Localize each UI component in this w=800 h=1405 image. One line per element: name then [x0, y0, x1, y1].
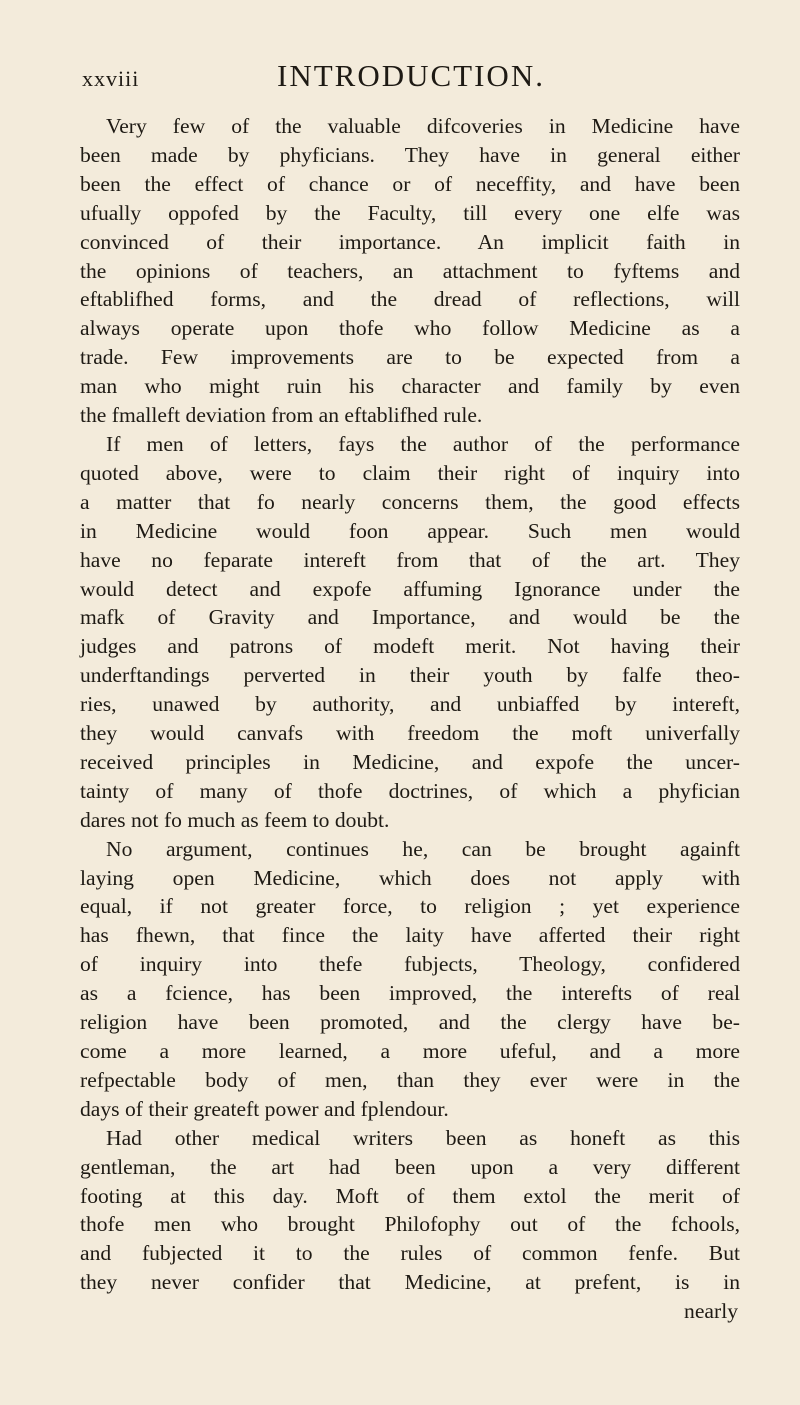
- text-line: ries, unawed by authority, and unbiaffed by intereft,: [80, 692, 740, 717]
- text-line: quoted above, were to claim their right of inquiry into: [80, 460, 740, 485]
- text-line: laying open Medicine, which does not apply with: [80, 865, 740, 890]
- text-line: received principles in Medicine, and expofe the uncer-: [80, 749, 740, 774]
- text-line: gentleman, the art had been upon a very different: [80, 1154, 740, 1179]
- text-line: and fubjected it to the rules of common fenfe. But: [80, 1241, 740, 1266]
- text-line: religion have been promoted, and the clergy have be-: [80, 1010, 740, 1035]
- text-line: convinced of their importance. An implicit faith in: [80, 229, 740, 254]
- text-line: have no feparate intereft from that of the art. They: [80, 547, 740, 572]
- text-line: Had other medical writers been as honeft as this: [106, 1125, 740, 1150]
- text-line: a matter that fo nearly concerns them, the good effects: [80, 489, 740, 514]
- text-line: judges and patrons of modeft merit. Not having their: [80, 634, 740, 659]
- text-line: footing at this day. Moft of them extol the merit of: [80, 1183, 740, 1208]
- text-line: of inquiry into thefe fubjects, Theology, confidered: [80, 952, 740, 977]
- running-head: INTRODUCTION.: [277, 58, 545, 93]
- text-line: in Medicine would foon appear. Such men would: [80, 518, 740, 543]
- text-line: underftandings perverted in their youth by falfe theo-: [80, 663, 740, 688]
- text-line: would detect and expofe affuming Ignorance under the: [80, 576, 740, 601]
- page-number: xxviii: [82, 66, 140, 91]
- text-line: If men of letters, fays the author of the performance: [106, 431, 740, 456]
- text-line: trade. Few improvements are to be expected from a: [80, 345, 740, 370]
- text-line: been the effect of chance or of neceffity, and have been: [80, 171, 740, 196]
- paragraph: [80, 430, 740, 835]
- text-line: always operate upon thofe who follow Medicine as a: [80, 316, 740, 341]
- text-line: come a more learned, a more ufeful, and a more: [80, 1039, 740, 1063]
- page-header: [82, 58, 740, 98]
- catchword: nearly: [684, 1299, 738, 1324]
- text-line: thofe men who brought Philofophy out of the fchools,: [80, 1212, 740, 1237]
- text-line: the opinions of teachers, an attachment to fyftems and: [80, 258, 740, 283]
- text-line: has fhewn, that fince the laity have afferted their right: [80, 923, 740, 948]
- text-line: they would canvafs with freedom the moft univerfally: [80, 721, 740, 746]
- paragraph: [80, 112, 740, 430]
- text-line: tainty of many of thofe doctrines, of which a phyfician: [80, 778, 740, 803]
- body-text: [80, 112, 740, 1326]
- text-line: equal, if not greater force, to religion ; yet experience: [80, 894, 740, 919]
- text-line: days of their greateft power and fplendour.: [80, 1096, 449, 1121]
- text-line: as a fcience, has been improved, the interefts of real: [80, 981, 740, 1006]
- paragraph: [80, 835, 740, 1124]
- paragraph: [80, 1124, 740, 1297]
- text-line: man who might ruin his character and family by even: [80, 374, 740, 399]
- text-line: Very few of the valuable difcoveries in Medicine have: [106, 114, 740, 138]
- text-line: ufually oppofed by the Faculty, till every one elfe was: [80, 200, 740, 225]
- text-line: eftablifhed forms, and the dread of reflections, will: [80, 287, 740, 312]
- text-line: been made by phyficians. They have in general either: [80, 142, 740, 167]
- text-line: mafk of Gravity and Importance, and would be the: [80, 605, 740, 630]
- text-line: the fmalleft deviation from an eftablifhed rule.: [80, 403, 483, 428]
- text-line: refpectable body of men, than they ever were in the: [80, 1067, 740, 1092]
- text-line: they never confider that Medicine, at prefent, is in: [80, 1270, 740, 1295]
- text-line: No argument, continues he, can be brought againft: [106, 836, 740, 861]
- text-line: dares not fo much as feem to doubt.: [80, 807, 390, 832]
